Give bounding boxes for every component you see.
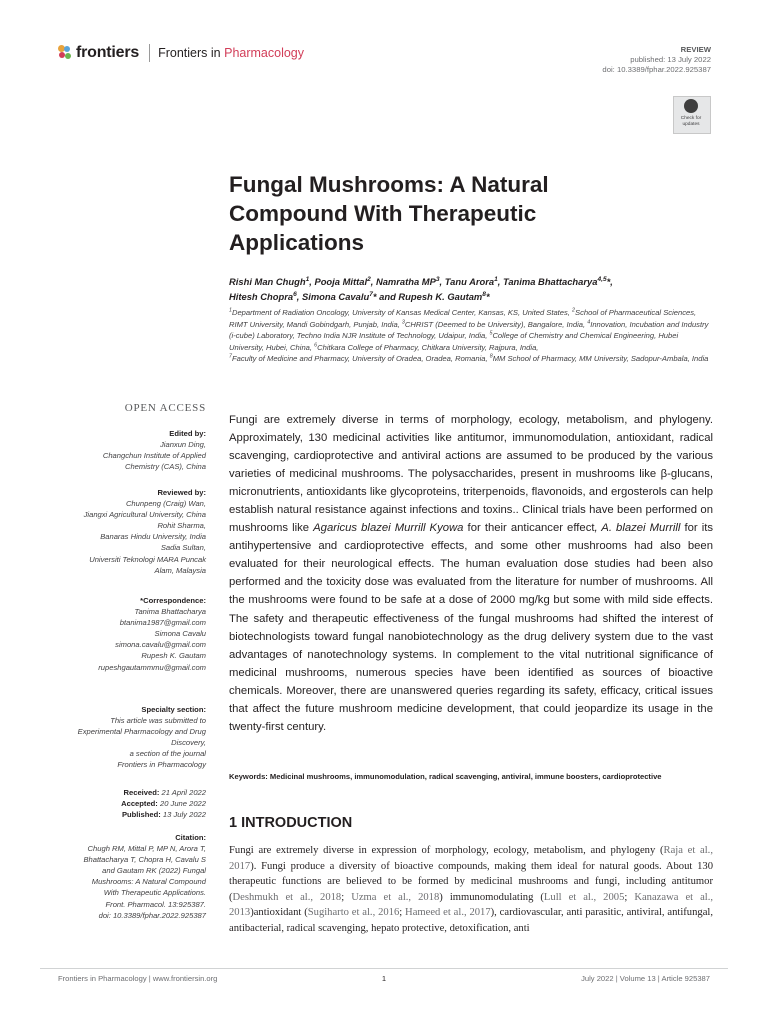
specialty-line: Experimental Pharmacology and Drug xyxy=(77,727,206,737)
abstract-text: for their anticancer effect xyxy=(463,522,595,535)
affil-number: 6 xyxy=(314,341,318,348)
editor-line: Jianxun Ding, xyxy=(159,440,206,450)
citation-line: Bhattacharya T, Chopra H, Cavalu S xyxy=(83,855,206,865)
specialty-line: Discovery, xyxy=(171,738,206,748)
citation-link[interactable]: Raja et al., 2017 xyxy=(229,845,713,872)
journal-name xyxy=(158,46,304,60)
body-text: ; xyxy=(624,891,635,903)
species-name: , A. blazei Murrill xyxy=(594,522,681,535)
editor-line: Changchun Institute of Applied xyxy=(102,451,206,461)
body-text: )antioxidant ( xyxy=(250,907,308,919)
reviewer-line: Sadia Sultan, xyxy=(160,543,206,553)
footer-divider xyxy=(40,968,728,969)
specialty-line: This article was submitted to xyxy=(110,716,206,726)
correspondent-name: Rupesh K. Gautam xyxy=(141,651,206,661)
affil-number: 8 xyxy=(489,353,493,360)
citation-doi[interactable]: doi: 10.3389/fphar.2022.925387 xyxy=(98,910,206,920)
correspondent-name: Tanima Bhattacharya xyxy=(134,607,206,617)
keywords: Keywords: Medicinal mushrooms, immunomodulation, radical scavenging, antiviral, immune boosters, cardioprotective xyxy=(229,772,662,781)
body-text: Fungi are extremely diverse in expression of morphology, ecology, metabolism, and phylogeny ( xyxy=(229,845,664,856)
correspondent-email[interactable]: simona.cavalu@gmail.com xyxy=(115,640,206,650)
reviewer-line: Jiangxi Agricultural University, China xyxy=(83,510,206,520)
author[interactable]: Rupesh K. Gautam xyxy=(398,290,483,302)
affiliation: CHRIST (Deemed to be University), Bangalore, India, xyxy=(404,319,586,329)
affil-number: 7 xyxy=(229,353,232,360)
accepted-date: 20 June 2022 xyxy=(159,799,206,809)
author[interactable]: Tanu Arora xyxy=(444,276,495,287)
corresponding-star: * xyxy=(485,290,490,302)
body-text: ) immunomodulating ( xyxy=(439,891,544,903)
dates-block xyxy=(56,787,206,820)
edited-by-block xyxy=(56,428,206,472)
correspondent-email[interactable]: btanima1987@gmail.com xyxy=(119,618,206,628)
author-affil-sup: 8 xyxy=(482,290,486,298)
author-affil-sup: 4,5 xyxy=(597,275,607,283)
affiliation: Faculty of Medicine and Pharmacy, University of Oradea, Oradea, Romania, xyxy=(231,354,488,363)
body-text: ). Fungi produce a diversity of bioactive compounds, making them ideal for natural goods. About 130 therapeutic functions are believed to be formed by medicinal mushrooms and fungi, including antitumor ( xyxy=(229,860,713,903)
specialty-section-block xyxy=(56,704,206,771)
affiliation: Department of Radiation Oncology, University of Kansas Medical Center, Kansas, KS, United States, xyxy=(231,308,570,317)
logo-divider xyxy=(149,44,150,62)
published-label: Published: xyxy=(121,810,161,820)
author[interactable]: Pooja Mittal xyxy=(314,276,368,287)
affil-number: 1 xyxy=(229,307,232,314)
correspondence-block xyxy=(56,595,206,673)
edited-by-label: Edited by: xyxy=(169,429,206,438)
reviewer-line: Chunpeng (Craig) Wan, xyxy=(125,499,206,509)
citation-link[interactable]: Uzma et al., 2018 xyxy=(351,891,440,903)
affil-number: 2 xyxy=(572,307,576,314)
citation-link[interactable]: Kanazawa et al., 2013 xyxy=(229,891,714,919)
specialty-line: Frontiers in Pharmacology xyxy=(117,760,206,770)
published-date-side: 13 July 2022 xyxy=(162,810,206,820)
affiliation: MM School of Pharmacy, MM University, Sadopur-Ambala, India xyxy=(492,354,709,363)
author[interactable]: Rishi Man Chugh xyxy=(229,276,306,287)
check-for-updates-label xyxy=(673,116,709,127)
footer-journal-link[interactable]: Frontiers in Pharmacology | www.frontiersin.org xyxy=(58,974,218,983)
citation-link[interactable]: Deshmukh et al., 2018 xyxy=(232,891,342,903)
article-title: Fungal Mushrooms: A Natural Compound With Therapeutic Applications xyxy=(229,172,549,255)
specialty-label: Specialty section: xyxy=(141,705,206,714)
page-number: 1 xyxy=(381,974,387,983)
citation-line: and Gautam RK (2022) Fungal xyxy=(102,866,206,876)
affiliation: Chitkara College of Pharmacy, Chitkara University, Rajpura, India, xyxy=(317,342,539,352)
author-affil-sup: 1 xyxy=(494,275,498,283)
open-access-label: OPEN ACCESS xyxy=(124,402,206,414)
correspondent-email[interactable]: rupeshgautammmu@gmail.com xyxy=(98,662,206,672)
reviewer-line: Universiti Teknologi MARA Puncak xyxy=(89,554,206,564)
frontiers-wordmark: frontiers xyxy=(76,44,140,61)
citation-link[interactable]: Lull et al., 2005 xyxy=(543,891,625,903)
citation-link[interactable]: Sugiharto et al., 2016 xyxy=(307,907,400,919)
check-label-line2: updates xyxy=(682,121,700,127)
affil-number: 5 xyxy=(489,330,493,337)
reviewed-by-block xyxy=(56,487,206,576)
affiliation: School of Pharmaceutical Sciences, RIMT University, Mandi Gobindgarh, Punjab, India, xyxy=(229,308,697,329)
section-heading: 1 INTRODUCTION xyxy=(229,815,353,831)
citation-link[interactable]: Hameed et al., 2017 xyxy=(405,907,491,919)
author-affil-sup: 2 xyxy=(367,275,371,283)
article-doi[interactable]: doi: 10.3389/fphar.2022.925387 xyxy=(602,65,711,74)
footer-issue-info: July 2022 | Volume 13 | Article 925387 xyxy=(581,974,710,983)
abstract xyxy=(229,411,713,736)
abstract-text: for its antihypertensive and cardioprotective effects, and some other mushrooms had also been evaluated for their neurological effects. The human evaluation dose studies had been also performed and the toxicity dose was evaluated from the literature for number of mushrooms. All the mushrooms were found to be safe at a dose of 2000 mg/kg but some with mild side effects. The safety and therapeutic effectiveness of the fungal mushrooms had shifted the interest of biotechnologists toward fungal nanobiotechnology as the drug delivery system due to the vast advantages of nanotechnology systems. In complement to the vital nutritional significance of medicinal mushrooms, numerous species have been identified as sources of bioactive chemicals. Moreover, there are unanswered queries regarding its safety, efficacy, critical issues that affect the future mushroom medicine development, that could jeopardize its usage in the twenty-first century. xyxy=(229,522,714,733)
author-conjunction: and xyxy=(379,290,396,302)
author-affil-sup: 3 xyxy=(435,275,440,283)
author[interactable]: Simona Cavalu xyxy=(301,290,370,302)
affiliations xyxy=(229,307,713,365)
author-list: Rishi Man Chugh$^1$, Pooja Mittal$^2$, Namratha $MP^3$, Tanu Arora$^1$, Tanima Bhattacharya$^{4,5}$*, Hitesh Chopra$^6$, Simona Cavalu$^7$* and Rupesh K. Gautam$^8$* xyxy=(229,275,613,302)
citation-line: Chugh RM, Mittal P, MP N, Arora T, xyxy=(87,844,206,854)
author[interactable]: Namratha MP xyxy=(375,276,436,287)
check-label-line1: Check for xyxy=(680,116,702,121)
introduction-paragraph xyxy=(229,843,713,937)
citation-line: With Therapeutic Applications. xyxy=(103,888,206,898)
citation-label: Citation: xyxy=(175,833,206,842)
corresponding-star: * xyxy=(606,276,611,287)
reviewer-line: Banaras Hindu University, India xyxy=(100,532,206,542)
frontiers-logo-icon xyxy=(58,45,72,61)
journal-name-highlight: Pharmacology xyxy=(224,46,305,60)
affiliation: Innovation, Incubation and Industry (i-cube) Laboratory, Techno India NJR Institute of Technology, Udaipur, India, xyxy=(229,319,709,340)
author-affil-sup: 7 xyxy=(369,290,373,298)
body-text: ), cardiovascular, anti parasitic, antiviral, antifungal, antibacterial, radical scavenging, hepato protective, detoxification, anti xyxy=(229,907,713,934)
body-text: ; xyxy=(341,891,352,903)
author-affil-sup: 1 xyxy=(305,275,310,283)
corresponding-star: * xyxy=(372,290,377,302)
author-affil-sup: 6 xyxy=(293,290,297,298)
published-date: published: 13 July 2022 xyxy=(630,55,711,64)
affil-number: 4 xyxy=(587,318,591,325)
citation-line: Mushrooms: A Natural Compound xyxy=(91,877,206,887)
species-name: Agaricus blazei Murrill Kyowa xyxy=(313,522,464,535)
editor-line: Chemistry (CAS), China xyxy=(124,462,206,472)
citation-line: Front. Pharmacol. 13:925387. xyxy=(105,899,206,909)
body-text: ; xyxy=(399,907,406,919)
frontiers-logo[interactable] xyxy=(58,44,304,62)
affil-number: 3 xyxy=(401,318,405,325)
received-label: Received: xyxy=(123,788,160,797)
abstract-text: Fungi are extremely diverse in terms of morphology, ecology, metabolism, and phylogeny. Approximately, 130 medicinal activities like antitumor, immunomodulation, antioxidant, radical scavenging, cardioprotective and antiviral actions are assumed to be produced by the various varieties of medicinal mushrooms. The polysaccharides, present in mushrooms like β-glucans, micronutrients, antioxidants like glycoproteins, triterpenoids, flavonoids, and ergosterols can help establish natural resistance against infections and toxins.. Clinical trials have been performed on mushrooms like xyxy=(229,414,713,535)
correspondence-label: *Correspondence: xyxy=(140,596,206,605)
accepted-label: Accepted: xyxy=(121,799,158,809)
specialty-line: a section of the journal xyxy=(129,749,206,759)
article-meta xyxy=(602,45,711,75)
article-type: REVIEW xyxy=(680,45,711,54)
journal-prefix: Frontiers in xyxy=(158,46,225,60)
citation-block xyxy=(56,832,206,921)
author[interactable]: Tanima Bhattacharya xyxy=(502,276,598,287)
author[interactable]: Hitesh Chopra xyxy=(229,290,294,302)
affiliation: College of Chemistry and Chemical Engineering, Hubei University, Hubei, China, xyxy=(229,331,679,352)
check-updates-icon xyxy=(684,99,698,113)
reviewer-line: Alam, Malaysia xyxy=(154,565,206,575)
reviewed-by-label: Reviewed by: xyxy=(157,488,206,497)
received-date: 21 April 2022 xyxy=(161,788,206,797)
correspondent-name: Simona Cavalu xyxy=(154,629,206,639)
reviewer-line: Rohit Sharma, xyxy=(157,521,206,531)
